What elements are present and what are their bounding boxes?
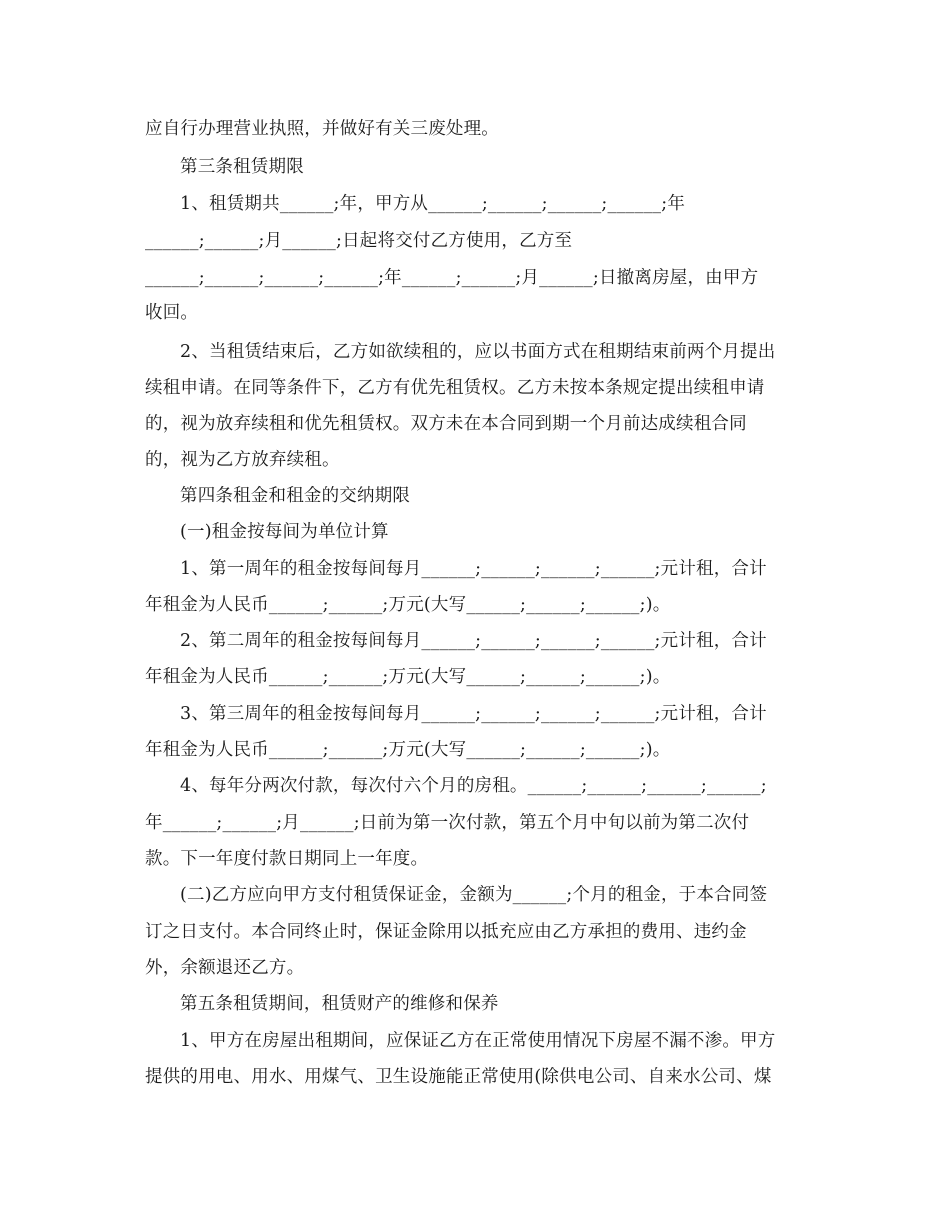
text-line: 的，视为乙方放弃续租。 bbox=[145, 450, 340, 470]
text-line: 1、第一周年的租金按每间每月______;______;______;______;元计租，合计 bbox=[180, 559, 767, 579]
text-line: 订之日支付。本合同终止时，保证金除用以抵充应由乙方承担的费用、违约金 bbox=[145, 922, 747, 942]
text-line: 年______;______;月______;日前为第一次付款，第五个月中旬以前为第二次付 bbox=[145, 813, 750, 833]
text-line: ______;______;______;______;年______;______;月______;日撤离房屋，由甲方 bbox=[145, 268, 759, 288]
text-line: 的，视为放弃续租和优先租赁权。双方未在本合同到期一个月前达成续租合同 bbox=[145, 414, 747, 434]
text-line: 提供的用电、用水、用煤气、卫生设施能正常使用(除供电公司、自来水公司、煤 bbox=[145, 1067, 772, 1087]
text-line: 2、当租赁结束后，乙方如欲续租的，应以书面方式在租期结束前两个月提出 bbox=[180, 342, 776, 362]
text-line: 1、甲方在房屋出租期间，应保证乙方在正常使用情况下房屋不漏不渗。甲方 bbox=[180, 1031, 776, 1051]
text-line: (二)乙方应向甲方支付租赁保证金，金额为______;个月的租金，于本合同签 bbox=[180, 885, 768, 905]
text-line: 4、每年分两次付款，每次付六个月的房租。______;______;______;______; bbox=[180, 776, 767, 796]
text-line: 收回。 bbox=[145, 303, 199, 323]
text-line: 年租金为人民币______;______;万元(大写______;______;______;)。 bbox=[145, 667, 671, 687]
text-line: 款。下一年度付款日期同上一年度。 bbox=[145, 849, 429, 869]
text-line: 3、第三周年的租金按每间每月______;______;______;______;元计租，合计 bbox=[180, 704, 767, 724]
section-heading: 第五条租赁期间，租赁财产的维修和保养 bbox=[180, 994, 499, 1014]
section-heading: 第三条租赁期限 bbox=[180, 157, 304, 177]
text-line: 年租金为人民币______;______;万元(大写______;______;______;)。 bbox=[145, 740, 671, 760]
text-line: 外，余额退还乙方。 bbox=[145, 958, 305, 978]
subsection-heading: (一)租金按每间为单位计算 bbox=[180, 522, 389, 542]
text-line: ______;______;月______;日起将交付乙方使用，乙方至 bbox=[145, 231, 573, 251]
text-line: 年租金为人民币______;______;万元(大写______;______;______;)。 bbox=[145, 595, 671, 615]
text-line: 2、第二周年的租金按每间每月______;______;______;______;元计租，合计 bbox=[180, 631, 767, 651]
section-heading: 第四条租金和租金的交纳期限 bbox=[180, 486, 411, 506]
text-line: 1、租赁期共______;年，甲方从______;______;______;______;年 bbox=[180, 194, 686, 214]
text-line: 应自行办理营业执照，并做好有关三废处理。 bbox=[145, 119, 499, 139]
text-line: 续租申请。在同等条件下，乙方有优先租赁权。乙方未按本条规定提出续租申请 bbox=[145, 378, 765, 398]
